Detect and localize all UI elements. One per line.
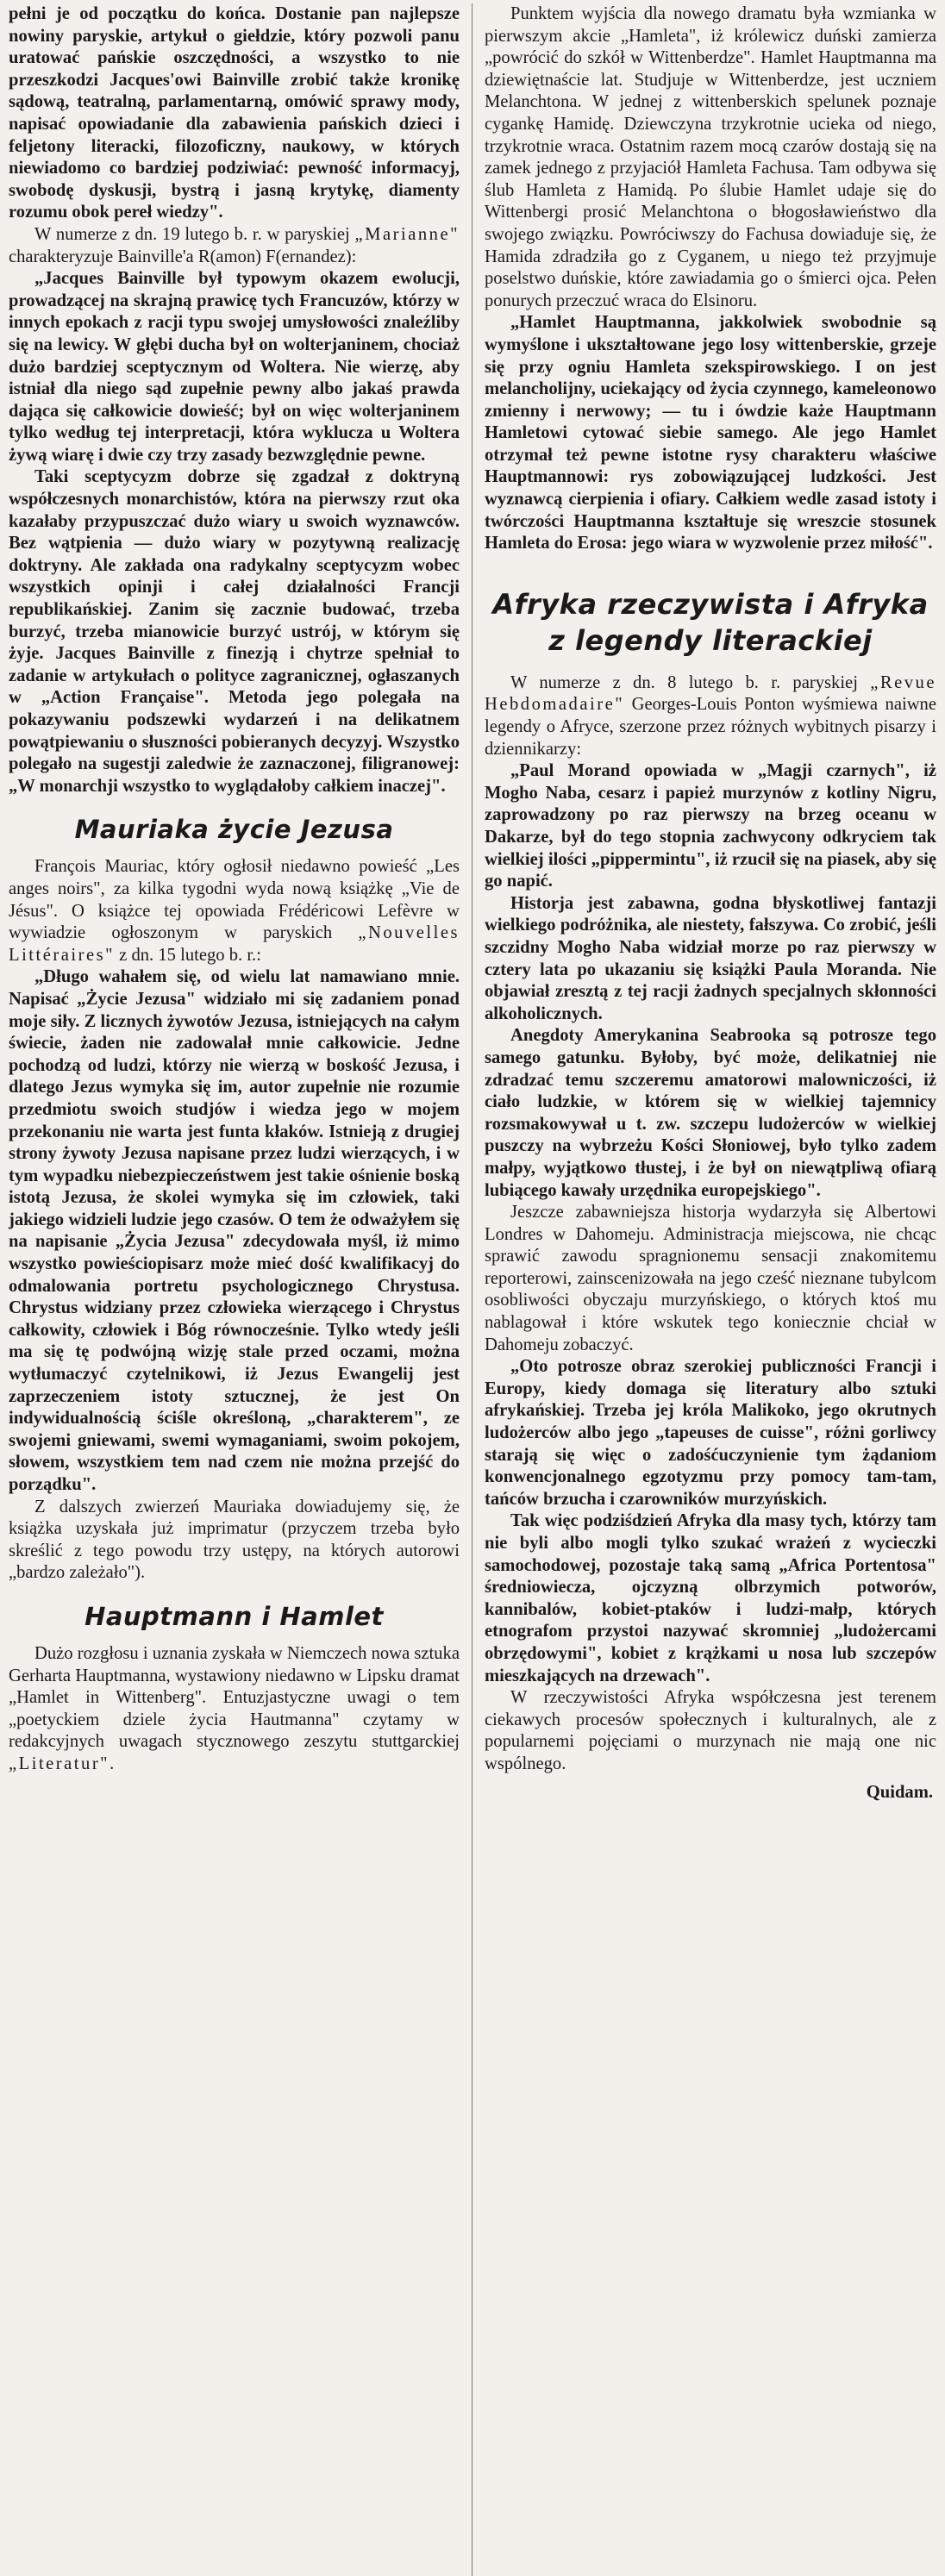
signature: Quidam. xyxy=(866,1782,933,1802)
europe-quote: „Oto potrosze obraz szerokiej publiczności Francji i Europy, kiedy domaga się literatury albo sztuki afrykańskiej. Trzeba jej króla Malikoko, jego okrutnych ludożerców albo jego „tapeuses de cuisse", różni gorliwcy starają się więc o zadośćuczynienie tym żądaniom konwencjonalnego egzotyzmu przy pomocy tam-tam, tańców brzucha i czarowników murzyńskich. xyxy=(485,1357,936,1509)
hamlet-plot: Punktem wyjścia dla nowego dramatu była wzmianka w pierwszym akcie „Hamleta", iż królewicz duński zamierza „powrócić do szkół w Wittenberdze". Hamlet Hauptmanna ma dziewiętnaście lat. Studjuje w Wittenberdze, jest uczniem Melanchtona. W jednej z wittenberskich spelunek poznaje cygankę Hamidę. Dziewczyna trzykrotnie ucieka od niego, trzykrotnie wraca. Ostatnim razem mocą czarów dostają się na zamek jednego z przyjaciół Hamleta Fachusa. Tam odbywa się ślub Hamleta z Hamidą. Po ślubie Hamlet udaje się do Wittenbergi prosić Melanchtona o błogosławieństwo dla swojego związku. Powróciwszy do Fachusa dowiaduje się, że Hamida zdradziła go z Cyganem, u niego też przyjmuje poselstwo duńskie, które zawiadamia go o śmierci ojca. Pełen ponurych przeczuć wraca do Elsinoru. xyxy=(485,4,936,310)
africa-portentosa-quote: Tak więc podziśdzień Afryka dla masy tych, którzy tam nie byli albo mogli tylko szukać wrażeń z wycieczki samochodowej, pozostaje taką samą „Africa Portentosa" średniowiecza, ojczyzną olbrzymich potworów, kannibalów, kobiet-ptaków i ludzi-małp, których etnografom przystoi nazywać skromniej „ludożercami obrzędowymi", kobiet z krążkami u nosa lub szczepów mieszkających na drzewach". xyxy=(485,1511,936,1685)
mauriac-imprimatur: Z dalszych zwierzeń Mauriaka dowiadujemy się, że książka uzyskała już imprimatur (przyczem trzeba było skreślić z tego powodu trzy ustępy, na których autorowi „bardzo zależało"). xyxy=(9,1497,460,1583)
right-column xyxy=(472,3,936,2576)
fernandez-quote-cont: Taki sceptycyzm dobrze się zgadzał z doktryną współczesnych monarchistów, która na pierwszy rzut oka kazałaby przypuszczać dużo wiary u swoich wyznawców. Bez wątpienia — dużo wiary w pozytywną realizację doktryny. Ale zakłada ona radykalny sceptycyzm wobec wszystkich opinji i całej działalności Francji republikańskiej. Zanim się zacznie budować, trzeba burzyć, trzeba mianowicie burzyć ustrój, w którym się żyje. Jacques Bainville z finezją i chytrze spełniał to zadanie w artykułach o polityce zagranicznej, ogłaszanych w „Action Française". Metoda jego polegała na pokazywaniu podszewki wydarzeń i na delikatnem powątpiewaniu o słuszności pobieranych decyzyj. Wszystko polegało na sugestji zaledwie że zaznaczonej, filigranowej: „W monarchji wszystko to wyglądałoby całkiem inaczej". xyxy=(9,467,460,796)
journal-name: „Marianne" xyxy=(354,224,460,244)
marianne-intro: W numerze z dn. 19 lutego b. r. w paryskiej „Marianne" charakteryzuje Bainville'a R(amon) F(ernandez): xyxy=(9,224,460,266)
journal-name: „Nouvelles Littéraires" xyxy=(9,923,460,965)
journal-name: „Literatur" xyxy=(9,1754,110,1773)
mauriac-quote: „Długo wahałem się, od wielu lat namawiano mnie. Napisać „Życie Jezusa" widziało mi się zadaniem ponad moje siły. Z licznych żywotów Jezusa, istniejących na całym świecie, żaden nie zadowalał mnie całkowicie. Jedne pochodzą od ludzi, którzy nie wierzą w boskość Jezusa, i dlatego Jezus wymyka się im, autor zupełnie nie rozumie przedmiotu swoich studjów i wiedza jego w mojem przekonaniu nie warta jest funta kłaków. Istnieją z drugiej strony żywoty Jezusa napisane przez ludzi wierzących, i w tym wypadku niebezpieczeństwem jest takie ośnienie boską istotą Jezusa, że skolei wymyka się im człowiek, taki jakiego widzieli ludzie jego czasów. O tem że odważyłem się na napisanie „Życia Jezusa" zdecydowała myśl, iż mimo wszystko powieściopisarz może mieć dość kwalifikacyj do odmalowania portretu psychologicznego Chrystusa. Chrystus widziany przez człowieka wierzącego i Chrystus całkowity, człowiek i Bóg równocześnie. Tylko wtedy jeśli ma się tę podwójną wizję stale przed oczami, można wytłumaczyć czytelnikowi, iż Jezus Ewangelij jest zaprzeczeniem istoty sztucznej, że jest On indywidualnością ściśle określoną, „charakterem", ze swojemi gniewami, swemi wymaganiami, swoim pokojem, słowem, wszystkiem tem nad czem nie można przejść do porządku". xyxy=(9,967,460,1494)
closing-paragraph: W rzeczywistości Afryka współczesna jest terenem ciekawych procesów społecznych i kulturalnych, ale z popularnemi pojęciami o murzynach nie mają one nic wspólnego. xyxy=(485,1688,936,1773)
morand-quote-cont: Historja jest zabawna, godna błyskotliwej fantazji wielkiego podróżnika, ale niestety, fałszywa. Co zrobić, jeśli szczidny Mogho Naba widział morze po raz pierwszy w cztery lata po ukazaniu się książki Paula Moranda. Nie objawiał zresztą z tej racji żadnych specjalnych skłonności alkoholicznych. xyxy=(485,893,936,1023)
londres-story: Jeszcze zabawniejsza historja wydarzyła się Albertowi Londres w Dahomeju. Administracja miejscowa, nie chcąc sprawić zawodu spragnionemu sensacji znakomitemu reporterowi, zainscenizowała na jego cześć nieznane tubylcom osobliwości obyczaju murzyńskiego, o których ktoś mu nablagował i które wskutek tego koniecznie chciał w Dahomeju zobaczyć. xyxy=(485,1203,936,1354)
mauriac-intro: François Mauriac, który ogłosił niedawno powieść „Les anges noirs", za kilka tygodni wyda nową książkę „Vie de Jésus". O książce tej opowiada Frédéricowi Lefèvre w wywiadzie ogłoszonym w paryskich „Nouvelles Littéraires" z dn. 15 lutego b. r.: xyxy=(9,857,460,965)
hauptmann-intro: Dużo rozgłosu i uznania zyskała w Niemczech nowa sztuka Gerharta Hauptmanna, wystawiony niedawno w Lipsku dramat „Hamlet in Wittenberg". Entuzjastyczne uwagi o tem „poetyckiem dziele życia Hautmanna" czytamy w redakcyjnych uwagach stycznowego zeszytu stuttgarckiej „Literatur". xyxy=(9,1643,460,1773)
seabrook-quote: Anegdoty Amerykanina Seabrooka są potrosze tego samego gatunku. Byłoby, być może, delikatniej nie zdradzać temu szczeremu amatorowi malowniczości, iż ciało ludzkie, w którem się w wielkiej tajemnicy rozsmakowywał u t. zw. szczepu ludożerców w wielkiej puszczy na wybrzeżu Kości Słoniowej, było tylko zadem małpy, wyjątkowo tłustej, i że był on niewątpliwą ofiarą lubiącego kawały urzędnika europejskiego". xyxy=(485,1026,936,1200)
hamlet-quote: „Hamlet Hauptmanna, jakkolwiek swobodnie są wymyślone i ukształtowane jego losy wittenberskie, grzeje się przy ogniu Hamleta szekspirowskiego. I on jest melancholijny, uciekający od życia czynnego, kameleonowo zmienny i nerwowy; — tu i ówdzie każe Hauptmann Hamletowi cytować siebie samego. Ale jego Hamlet otrzymał też pewne istotne rysy charakteru właściwe Hauptmannowi: rys zobowiązującej ludzkości. Jest wyznawcą cierpienia i ofiary. Całkiem wedle zasad istoty i twórczości Hauptmanna kształtuje się wreszcie stosunek Hamleta do Erosa: jego wiara w wyzwolenie przez miłość". xyxy=(485,313,936,553)
left-column xyxy=(9,3,472,2576)
journal-name: „Revue Hebdomadaire" xyxy=(485,672,936,715)
fernandez-quote: „Jacques Bainville był typowym okazem ewolucji, prowadzącej na skrajną prawicę tych Francuzów, którzy w innych epokach z racji typu swojej umysłowości znaleźliby się na lewicy. W głębi ducha był on wolterjaninem, chociaż dużo bardziej sceptycznym od Woltera. Nie wierzę, aby istniał dla niego sąd zupełnie pewny albo jakaś prawda dająca się całkowicie dowieść; był on więc wolterjaninem tylko według tej interpretacji, która wyklucza u Woltera żywą wiarę i dwie czy trzy zasady bezwzględnie pewne. xyxy=(9,269,460,465)
afryka-intro: W numerze z dn. 8 lutego b. r. paryskiej „Revue Hebdomadaire" Georges-Louis Ponton wyśmiewa naiwne legendy o Afryce, szerzone przez różnych wybitnych pisarzy i dziennikarzy: xyxy=(485,672,936,759)
section-heading-mauriac: Mauriaka życie Jezusa xyxy=(74,815,394,845)
bainville-quote-end: pełni je od początku do końca. Dostanie pan najlepsze nowiny paryskie, artykuł o giełdzie, który pozwoli panu uratować pańskie oszczędności, a wszystko to nie przeszkodzi Jacques'owi Bainville zrobić także kronikę sądową, teatralną, parlamentarną, omówić sprawy mody, napisać opowiadanie dla zabawienia pańskich dzieci i feljetony literacki, filozoficzny, naukowy, w których niewiadomo co bardziej podziwiać: pewność informacyj, swobodę dyskusji, bystrą i jasną krytykę, diamenty rozumu obok pereł wiedzy". xyxy=(9,4,460,222)
morand-quote: „Paul Morand opowiada w „Magji czarnych", iż Mogho Naba, cesarz i papież murzynów z kotliny Nigru, zaprowadzony po raz pierwszy na brzeg oceanu w Dakarze, był do tego stopnia zachwycony odkryciem tak wielkiej ilości „pippermintu", iż rzucił się na piasek, aby się go napić. xyxy=(485,761,936,891)
section-heading-hauptmann: Hauptmann i Hamlet xyxy=(84,1601,384,1631)
section-heading-afryka: Afryka rzeczywista i Afryka z legendy literackiej xyxy=(492,587,929,657)
